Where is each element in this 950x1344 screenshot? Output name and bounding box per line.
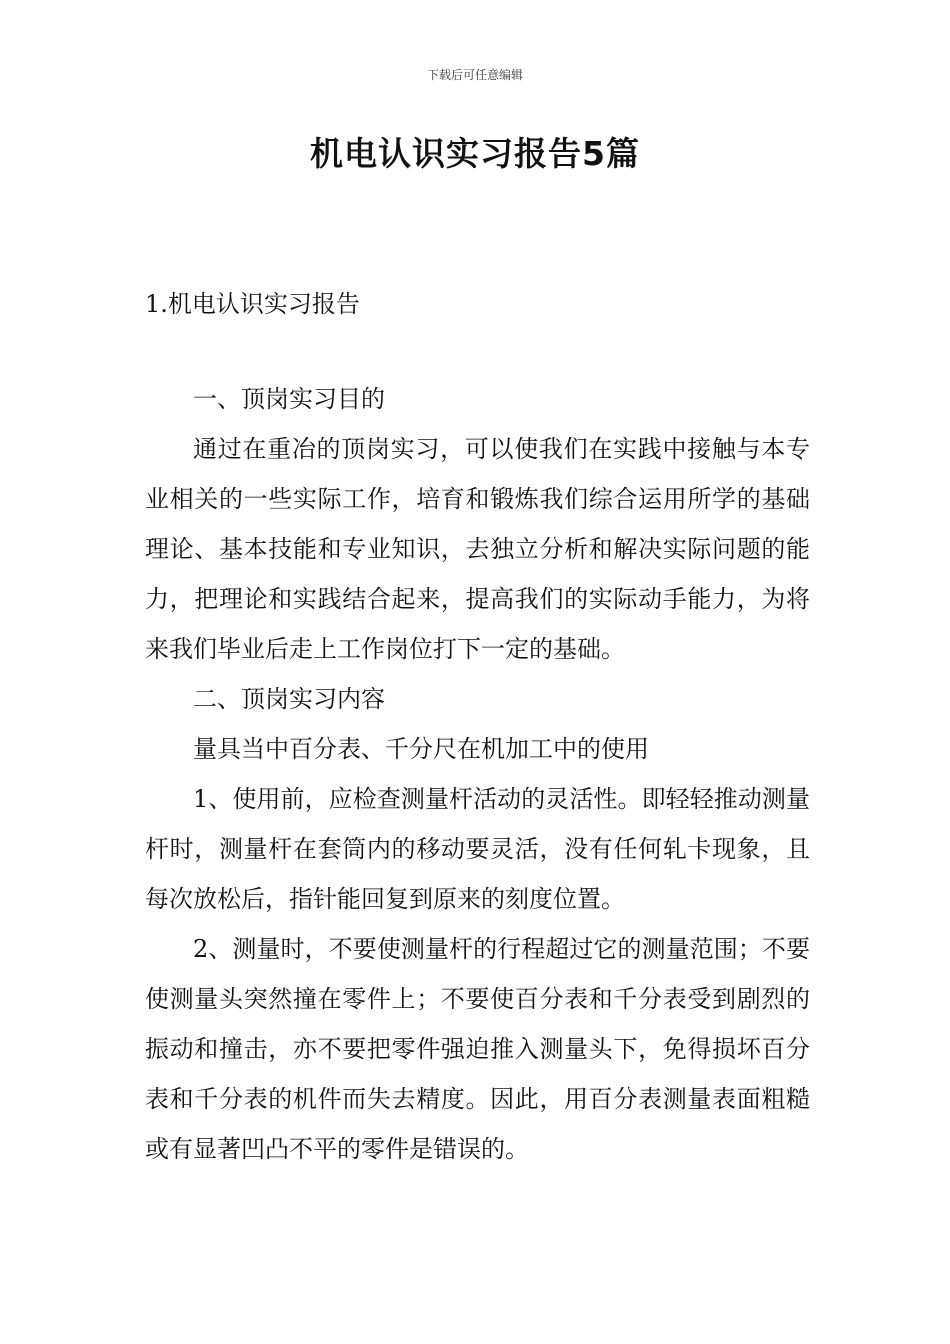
paragraph-step-1: 1、使用前，应检查测量杆活动的灵活性。即轻轻推动测量杆时，测量杆在套筒内的移动要灵活，没有任何轧卡现象，且每次放松后，指针能回复到原来的刻度位置。 bbox=[145, 785, 810, 913]
paragraph-subtopic: 量具当中百分表、千分尺在机加工中的使用 bbox=[193, 735, 649, 763]
paragraph-purpose: 通过在重冶的顶岗实习，可以使我们在实践中接触与本专业相关的一些实际工作，培育和锻炼我们综合运用所学的基础理论、基本技能和专业知识，去独立分析和解决实际问题的能力，把理论和实践结合起来，提高我们的实际动手能力，为将来我们毕业后走上工作岗位打下一定的基础。 bbox=[145, 435, 810, 663]
heading-purpose: 一、顶岗实习目的 bbox=[193, 385, 385, 413]
section-heading: 1.机电认识实习报告 bbox=[145, 290, 360, 318]
body-text bbox=[145, 374, 810, 1174]
header-note: 下载后可任意编辑 bbox=[426, 68, 523, 82]
document-title: 机电认识实习报告5篇 bbox=[310, 134, 640, 173]
paragraph-step-2: 2、测量时，不要使测量杆的行程超过它的测量范围；不要使测量头突然撞在零件上；不要使百分表和千分表受到剧烈的振动和撞击，亦不要把零件强迫推入测量头下，免得损坏百分表和千分表的机件而失去精度。因此，用百分表测量表面粗糙或有显著凹凸不平的零件是错误的。 bbox=[145, 935, 810, 1163]
heading-content: 二、顶岗实习内容 bbox=[193, 685, 385, 713]
